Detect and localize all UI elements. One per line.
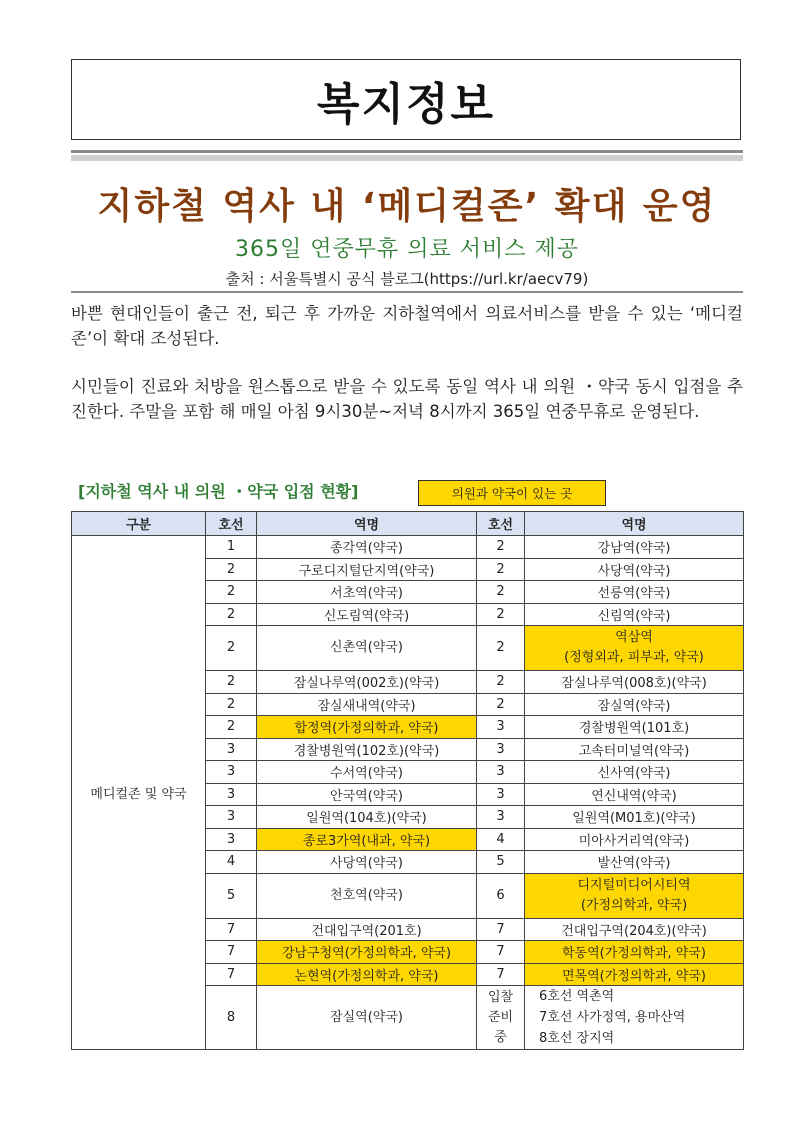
line-cell: 2: [477, 581, 525, 604]
line-cell: 6: [477, 873, 525, 918]
station-cell: 강남역(약국): [525, 536, 744, 559]
station-cell: 수서역(약국): [257, 761, 477, 784]
bid-status-line: 입찰: [487, 989, 514, 1005]
article-subtitle: 365일 연중무휴 의료 서비스 제공: [235, 237, 579, 262]
station-cell-highlighted: 면목역(가정의학과, 약국): [525, 963, 744, 986]
line-cell: 2: [206, 581, 257, 604]
station-cell: 일원역(104호)(약국): [257, 806, 477, 829]
line-cell: 5: [206, 873, 257, 918]
line-cell: 3: [477, 806, 525, 829]
station-table: [71, 511, 744, 1050]
station-cell: 경찰병원역(101호): [525, 716, 744, 739]
line-cell: 3: [477, 716, 525, 739]
station-cell: 건대입구역(201호): [257, 918, 477, 941]
line-cell: 7: [477, 941, 525, 964]
station-name: 역삼역: [615, 630, 653, 645]
line-cell: 3: [206, 761, 257, 784]
line-cell: 2: [477, 671, 525, 694]
line-cell: 3: [477, 738, 525, 761]
band-line-shade: [71, 155, 743, 161]
line-cell: 2: [206, 716, 257, 739]
station-cell: 잠실새내역(약국): [257, 693, 477, 716]
station-name: 디지털미디어시티역: [577, 877, 691, 893]
line-cell: 7: [206, 963, 257, 986]
station-cell: 경찰병원역(102호)(약국): [257, 738, 477, 761]
station-cell: 일원역(M01호)(약국): [525, 806, 744, 829]
category-cell: 메디컬존 및 약국: [72, 536, 206, 1050]
bid-status-line: 준비: [487, 1009, 514, 1025]
line-cell: 2: [206, 626, 257, 671]
planned-station: 6호선 역촌역: [539, 989, 615, 1004]
planned-station: 8호선 장지역: [539, 1031, 615, 1046]
line-cell: 7: [477, 963, 525, 986]
station-clinic-detail: (정형외과, 피부과, 약국): [564, 650, 704, 665]
line-cell: 3: [206, 828, 257, 851]
station-cell: 선릉역(약국): [525, 581, 744, 604]
header-station-2: 역명: [525, 512, 744, 536]
paragraph-1: 바쁜 현대인들이 출근 전, 퇴근 후 가까운 지하철역에서 의료서비스를 받을 수 있는 ‘메디컬존’이 확대 조성된다.: [71, 304, 743, 348]
station-cell: 신림역(약국): [525, 603, 744, 626]
station-cell: 미아사거리역(약국): [525, 828, 744, 851]
station-cell: 신도림역(약국): [257, 603, 477, 626]
table-row: [72, 536, 744, 559]
station-cell: 연신내역(약국): [525, 783, 744, 806]
line-cell: 3: [477, 761, 525, 784]
line-cell: 7: [477, 918, 525, 941]
band-line-top: [71, 150, 743, 153]
line-cell: 2: [477, 536, 525, 559]
station-cell-highlighted: [525, 873, 744, 918]
station-cell: 서초역(약국): [257, 581, 477, 604]
station-cell-highlighted: 논현역(가정의학과, 약국): [257, 963, 477, 986]
station-cell: 종각역(약국): [257, 536, 477, 559]
station-cell: 잠실나루역(008호)(약국): [525, 671, 744, 694]
line-cell: 3: [206, 806, 257, 829]
line-cell: 2: [206, 558, 257, 581]
station-cell: 사당역(약국): [525, 558, 744, 581]
planned-stations-cell: [525, 986, 744, 1050]
line-cell: 2: [206, 671, 257, 694]
planned-station: 7호선 사가정역, 용마산역: [539, 1010, 686, 1025]
station-cell-highlighted: 종로3가역(내과, 약국): [257, 828, 477, 851]
line-cell: 7: [206, 941, 257, 964]
header-line-1: 호선: [206, 512, 257, 536]
station-cell-highlighted: [525, 626, 744, 671]
line-cell: 4: [206, 851, 257, 874]
station-cell: 건대입구역(204호)(약국): [525, 918, 744, 941]
line-cell: 2: [206, 693, 257, 716]
line-cell: 8: [206, 986, 257, 1050]
line-cell: 3: [206, 783, 257, 806]
section-title: [지하철 역사 내 의원 ・약국 입점 현황]: [78, 482, 359, 501]
station-cell: 신촌역(약국): [257, 626, 477, 671]
article-title: 지하철 역사 내 ‘메디컬존’ 확대 운영: [97, 186, 717, 227]
station-clinic-detail: (가정의학과, 약국): [580, 897, 688, 913]
station-cell: 안국역(약국): [257, 783, 477, 806]
line-cell: 3: [206, 738, 257, 761]
bid-status-line: 중: [494, 1029, 507, 1045]
station-cell: 고속터미널역(약국): [525, 738, 744, 761]
line-cell: 2: [477, 626, 525, 671]
line-cell: 2: [477, 603, 525, 626]
station-cell: 구로디지털단지역(약국): [257, 558, 477, 581]
line-cell: 7: [206, 918, 257, 941]
station-cell: 신사역(약국): [525, 761, 744, 784]
station-cell-highlighted: 학동역(가정의학과, 약국): [525, 941, 744, 964]
header-title-box: [71, 59, 741, 140]
bid-status-cell: [477, 986, 525, 1050]
station-cell: 사당역(약국): [257, 851, 477, 874]
line-cell: 2: [477, 693, 525, 716]
line-cell: 4: [477, 828, 525, 851]
header-line-2: 호선: [477, 512, 525, 536]
header-category: 구분: [72, 512, 206, 536]
station-cell: 천호역(약국): [257, 873, 477, 918]
band-line-bottom: [71, 291, 743, 293]
station-cell: 발산역(약국): [525, 851, 744, 874]
article-source: 출처 : 서울특별시 공식 블로그(https://url.kr/aecv79): [225, 270, 589, 288]
highlight-legend: 의원과 약국이 있는 곳: [418, 480, 606, 506]
table-header-row: [72, 512, 744, 536]
header-title: 복지정보: [316, 78, 495, 130]
header-station-1: 역명: [257, 512, 477, 536]
line-cell: 2: [206, 603, 257, 626]
paragraph-2: 시민들이 진료와 처방을 원스톱으로 받을 수 있도록 동일 역사 내 의원 ・약국 동시 입점을 추진한다. 주말을 포함 해 매일 아침 9시30분~저녁 8시까지 365일 연중무휴로 운영된다.: [71, 377, 743, 421]
station-cell-highlighted: 합정역(가정의학과, 약국): [257, 716, 477, 739]
station-cell: 잠실역(약국): [525, 693, 744, 716]
line-cell: 3: [477, 783, 525, 806]
station-cell: 잠실나루역(002호)(약국): [257, 671, 477, 694]
line-cell: 1: [206, 536, 257, 559]
line-cell: 2: [477, 558, 525, 581]
line-cell: 5: [477, 851, 525, 874]
station-cell-highlighted: 강남구청역(가정의학과, 약국): [257, 941, 477, 964]
station-cell: 잠실역(약국): [257, 986, 477, 1050]
